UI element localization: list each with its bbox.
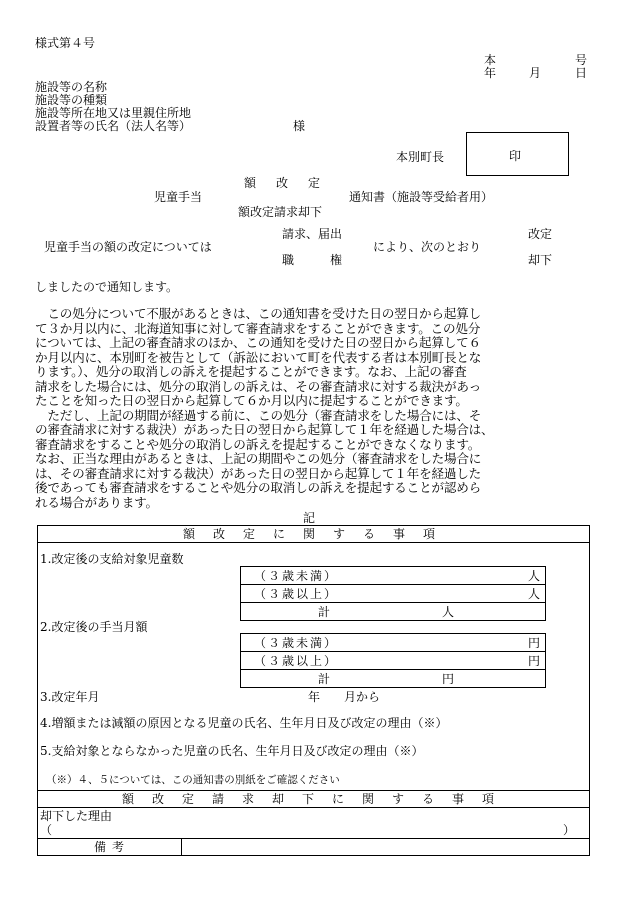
seal-mark: 印 [509, 149, 522, 163]
notice-line: この処分について不服があるときは、この通知書を受けた日の翌日から起算し [35, 306, 481, 321]
title-rejection: 額改定請求却下 [238, 205, 323, 219]
divider [37, 542, 590, 543]
notice-line: 請求をした場合には、処分の取消しの訴えは、その審査請求に対する裁決があっ [35, 378, 482, 394]
item4-label: 4.増額または減額の原因となる児童の氏名、生年月日及び改定の理由（※） [40, 716, 448, 730]
notice-line: なお、正当な理由があるときは、上記の期間やこの処分（審査請求をした場合に [35, 451, 482, 466]
notice-line: ただし、上記の期間が経過する前に、この処分（審査請求をした場合には、そ [35, 407, 482, 423]
count-under3-unit: 人 [528, 569, 541, 583]
doc-number-suffix: 号 [575, 53, 588, 67]
divider [240, 584, 546, 585]
count-under3-label: （３歳未満） [254, 569, 339, 583]
doc-number-prefix: 本 [484, 53, 497, 67]
title-left: 児童手当 [154, 190, 203, 204]
divider [181, 838, 182, 856]
notice-line: については、上記の審査請求のほか、この通知を受けた日の翌日から起算して６ [35, 335, 481, 350]
ki-marker: 記 [303, 511, 316, 525]
count-over3-label: （３歳以上） [254, 587, 339, 601]
amount-total-label: 計 [318, 672, 331, 686]
item3-value: 年 月から [308, 690, 381, 704]
notice-line: ります。）、処分の取消しの訴えを提起することができます。なお、上記の審査 [35, 364, 467, 379]
appendix-note: （※）４、５については、この通知書の別紙をご確認ください [46, 774, 340, 786]
issuer-title: 本別町長 [396, 150, 445, 164]
honorific: 様 [293, 119, 306, 133]
date-day: 日 [575, 66, 588, 80]
intro-result-reject: 却下 [528, 253, 553, 267]
notice-line: 後であっても審査請求をすることや処分の取消しの訴えを提起することが認めら [35, 480, 482, 495]
rejection-section-header: 額 改 定 請 求 却 下 に 関 す る 事 項 [122, 792, 498, 806]
amount-under3-label: （３歳未満） [254, 636, 339, 650]
item3-label: 3.改定年月 [40, 690, 100, 704]
founder-name-label: 設置者等の氏名（法人名等） [35, 119, 192, 133]
intro-closing: しましたので通知します。 [35, 280, 179, 294]
divider [240, 602, 546, 603]
intro-lead: 児童手当の額の改定については [44, 240, 212, 254]
intro-option-ex-officio: 職 権 [282, 253, 343, 267]
appeal-notice [35, 307, 493, 510]
divider [240, 669, 546, 670]
amount-over3-label: （３歳以上） [254, 654, 339, 668]
notice-line: て３か月以内に、北海道知事に対して審査請求をすることができます。この処分 [35, 320, 481, 336]
amount-over3-unit: 円 [528, 654, 541, 668]
date-year: 年 [484, 66, 497, 80]
item5-label: 5.支給対象とならなかった児童の氏名、生年月日及び改定の理由（※） [40, 744, 424, 758]
remarks-label: 備考 [94, 840, 131, 854]
count-total-label: 計 [318, 605, 331, 619]
notice-line: 審査請求をすることや処分の取消しの訴えを提起することができなくなります。 [35, 436, 481, 452]
notice-line: か月以内に、本別町を被告として（訴訟において町を代表する者は本別町長とな [35, 349, 482, 365]
title-revision: 額 改 定 [244, 176, 325, 190]
title-right: 通知書（施設等受給者用） [349, 190, 494, 204]
item2-label: 2.改定後の手当月額 [40, 620, 148, 634]
facility-address-label: 施設等所在地又は里親住所地 [35, 106, 192, 120]
notice-line: の審査請求に対する裁決）があった日の翌日から起算して１年を経過した場合は、 [35, 422, 494, 437]
notice-line: たことを知った日の翌日から起算して６か月以内に提起することができます。 [35, 393, 468, 408]
count-total-unit: 人 [442, 605, 455, 619]
item1-label: 1.改定後の支給対象児童数 [40, 552, 184, 566]
amount-under3-unit: 円 [528, 636, 541, 650]
rejection-reason-cell [37, 807, 590, 839]
form-number: 様式第４号 [35, 36, 96, 50]
intro-result-revision: 改定 [528, 227, 553, 241]
paren-close: ） [563, 823, 576, 837]
paren-open: （ [40, 823, 53, 837]
amount-total-unit: 円 [442, 672, 455, 686]
rejection-reason-label: 却下した理由 [40, 809, 113, 823]
revision-section-header: 額 改 定 に 関 す る 事 項 [183, 527, 439, 541]
divider [240, 651, 546, 652]
facility-type-label: 施設等の種類 [35, 93, 108, 107]
notice-line: れる場合があります。 [35, 494, 158, 510]
intro-option-request: 請求、届出 [282, 227, 343, 241]
count-over3-unit: 人 [528, 587, 541, 601]
date-month: 月 [529, 66, 542, 80]
notice-line: は、その審査請求に対する裁決）があった日の翌日から起算して１年を経過した [35, 465, 482, 481]
facility-name-label: 施設等の名称 [35, 80, 108, 94]
intro-middle: により、次のとおり [373, 240, 482, 254]
